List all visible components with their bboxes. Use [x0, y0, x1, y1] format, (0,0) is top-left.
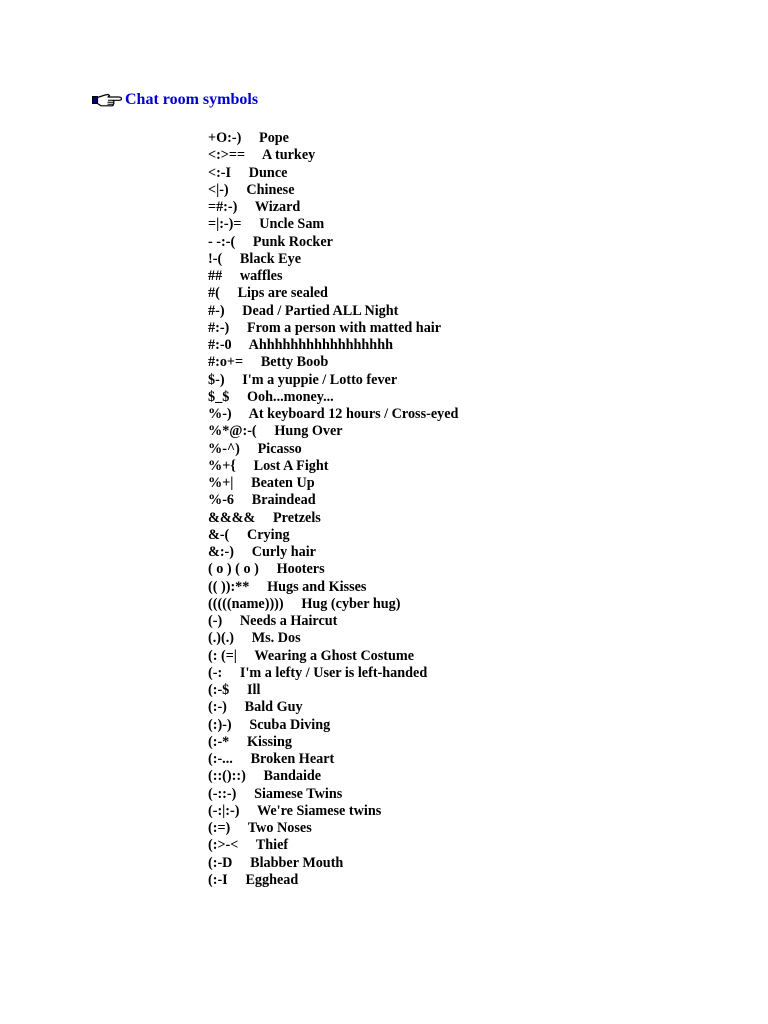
list-item — [208, 199, 458, 216]
emoticon-meaning: Two Noses — [247, 820, 312, 836]
list-item — [208, 872, 458, 889]
emoticon-symbol: (-: — [208, 664, 223, 681]
emoticon-meaning: Ms. Dos — [251, 630, 301, 647]
emoticon-symbol: =#:-) — [208, 199, 238, 215]
emoticon-meaning: Thief — [255, 837, 289, 854]
emoticon-meaning: Bald Guy — [244, 699, 303, 716]
emoticon-meaning: Wizard — [254, 199, 301, 215]
emoticon-symbol: (-:|:-) — [208, 802, 240, 819]
symbol-list — [208, 130, 458, 889]
emoticon-meaning: Needs a Haircut — [239, 613, 338, 629]
pointing-hand-icon — [92, 93, 123, 107]
emoticon-symbol: (:>-< — [208, 837, 239, 854]
emoticon-symbol: +O:-) — [208, 130, 242, 146]
list-item — [208, 596, 458, 613]
emoticon-meaning: Kissing — [247, 733, 292, 750]
emoticon-symbol: (:-* — [208, 733, 230, 750]
emoticon-symbol: (:-D — [208, 854, 233, 871]
list-item — [208, 544, 458, 561]
list-item — [208, 613, 458, 630]
list-item — [208, 130, 458, 147]
emoticon-meaning: Egghead — [245, 871, 299, 888]
emoticon-meaning: waffles — [239, 268, 283, 284]
emoticon-symbol: <:>== — [208, 147, 246, 164]
emoticon-symbol: $-) — [208, 371, 225, 388]
list-item — [208, 389, 458, 406]
emoticon-meaning: From a person with matted hair — [247, 319, 442, 336]
list-item — [208, 234, 458, 251]
emoticon-symbol: (:-$ — [208, 682, 230, 698]
emoticon-meaning: Blabber Mouth — [250, 854, 344, 871]
emoticon-meaning: Broken Heart — [250, 751, 335, 767]
emoticon-meaning: Hung Over — [274, 423, 343, 440]
emoticon-symbol: $_$ — [208, 388, 230, 405]
emoticon-meaning: Ooh...money... — [247, 388, 334, 405]
emoticon-meaning: Hug (cyber hug) — [301, 595, 401, 612]
emoticon-symbol: #( — [208, 285, 220, 302]
list-item — [208, 527, 458, 544]
list-item — [208, 510, 458, 527]
emoticon-symbol: (: (=| — [208, 647, 237, 664]
list-item — [208, 717, 458, 734]
emoticon-meaning: At keyboard 12 hours / Cross-eyed — [248, 406, 459, 422]
emoticon-symbol: #:o+= — [208, 354, 244, 371]
list-item — [208, 216, 458, 233]
emoticon-symbol: <:-I — [208, 164, 232, 181]
list-item — [208, 786, 458, 803]
list-item — [208, 561, 458, 578]
emoticon-meaning: I'm a lefty / User is left-handed — [239, 664, 428, 681]
emoticon-meaning: Punk Rocker — [252, 233, 333, 250]
emoticon-symbol: &:-) — [208, 544, 234, 560]
emoticon-symbol: (((((name)))) — [208, 595, 284, 612]
emoticon-symbol: #:-0 — [208, 337, 232, 353]
list-item — [208, 751, 458, 768]
list-item — [208, 665, 458, 682]
emoticon-symbol: &&&& — [208, 509, 256, 526]
emoticon-meaning: Crying — [247, 526, 290, 543]
list-item — [208, 320, 458, 337]
emoticon-meaning: Pope — [259, 130, 289, 146]
emoticon-meaning: Wearing a Ghost Costume — [254, 647, 415, 664]
emoticon-meaning: Scuba Diving — [249, 716, 331, 733]
emoticon-meaning: Braindead — [251, 492, 316, 509]
emoticon-symbol: (.)(.) — [208, 630, 234, 647]
list-item — [208, 579, 458, 596]
list-item — [208, 475, 458, 492]
list-item — [208, 165, 458, 182]
list-item — [208, 630, 458, 647]
list-item — [208, 803, 458, 820]
emoticon-symbol: (-::-) — [208, 785, 237, 802]
emoticon-meaning: Hooters — [276, 561, 325, 578]
list-item — [208, 337, 458, 354]
emoticon-symbol: =|:-)= — [208, 216, 242, 233]
emoticon-symbol: (-) — [208, 613, 223, 629]
list-item — [208, 648, 458, 665]
emoticon-symbol: #:-) — [208, 319, 230, 336]
list-item — [208, 182, 458, 199]
list-item — [208, 147, 458, 164]
list-item — [208, 441, 458, 458]
emoticon-symbol: (:)-) — [208, 716, 232, 733]
list-item — [208, 423, 458, 440]
emoticon-meaning: We're Siamese twins — [256, 802, 382, 819]
page-title: Chat room symbols — [125, 91, 259, 108]
emoticon-meaning: Siamese Twins — [254, 785, 343, 802]
emoticon-meaning: Dead / Partied ALL Night — [242, 302, 399, 319]
emoticon-symbol: %+{ — [208, 457, 236, 474]
emoticon-meaning: I'm a yuppie / Lotto fever — [242, 371, 398, 388]
emoticon-symbol: (:-) — [208, 699, 227, 716]
list-item — [208, 768, 458, 785]
emoticon-meaning: Curly hair — [251, 544, 316, 560]
list-item — [208, 855, 458, 872]
list-item — [208, 682, 458, 699]
list-item — [208, 699, 458, 716]
emoticon-symbol: <|-) — [208, 181, 229, 198]
emoticon-meaning: Ill — [247, 682, 261, 698]
list-item — [208, 837, 458, 854]
emoticon-meaning: Black Eye — [239, 250, 302, 267]
list-item — [208, 285, 458, 302]
emoticon-symbol: (:-I — [208, 871, 228, 888]
list-item — [208, 492, 458, 509]
emoticon-symbol: %*@:-( — [208, 423, 257, 440]
list-item — [208, 372, 458, 389]
emoticon-symbol: ## — [208, 268, 223, 284]
list-item — [208, 820, 458, 837]
section-heading — [92, 89, 258, 111]
emoticon-meaning: Lost A Fight — [253, 457, 329, 474]
emoticon-symbol: %-6 — [208, 492, 235, 509]
list-item — [208, 458, 458, 475]
list-item — [208, 354, 458, 371]
emoticon-meaning: A turkey — [262, 147, 316, 164]
emoticon-meaning: Picasso — [257, 440, 302, 457]
list-item — [208, 251, 458, 268]
emoticon-symbol: &-( — [208, 526, 230, 543]
emoticon-meaning: Uncle Sam — [259, 216, 325, 233]
emoticon-symbol: (( )):** — [208, 578, 250, 595]
emoticon-symbol: (:=) — [208, 820, 231, 836]
emoticon-symbol: %-^) — [208, 440, 240, 457]
emoticon-meaning: Pretzels — [273, 509, 321, 526]
emoticon-meaning: Beaten Up — [251, 475, 315, 491]
emoticon-meaning: Lips are sealed — [237, 285, 328, 302]
list-item — [208, 303, 458, 320]
emoticon-meaning: Hugs and Kisses — [267, 578, 367, 595]
emoticon-symbol: %+| — [208, 475, 234, 491]
list-item — [208, 406, 458, 423]
emoticon-meaning: Dunce — [248, 164, 288, 181]
emoticon-meaning: Bandaide — [263, 768, 322, 785]
emoticon-symbol: ( o ) ( o ) — [208, 561, 259, 578]
emoticon-meaning: Betty Boob — [260, 354, 329, 371]
emoticon-symbol: #-) — [208, 302, 225, 319]
emoticon-symbol: %-) — [208, 406, 232, 422]
list-item — [208, 734, 458, 751]
emoticon-symbol: (::()::) — [208, 768, 246, 785]
emoticon-symbol: (:-... — [208, 751, 233, 767]
emoticon-symbol: !-( — [208, 250, 223, 267]
emoticon-meaning: Chinese — [246, 181, 295, 198]
emoticon-symbol: - -:-( — [208, 233, 236, 250]
list-item — [208, 268, 458, 285]
emoticon-meaning: Ahhhhhhhhhhhhhhhhh — [248, 337, 393, 353]
